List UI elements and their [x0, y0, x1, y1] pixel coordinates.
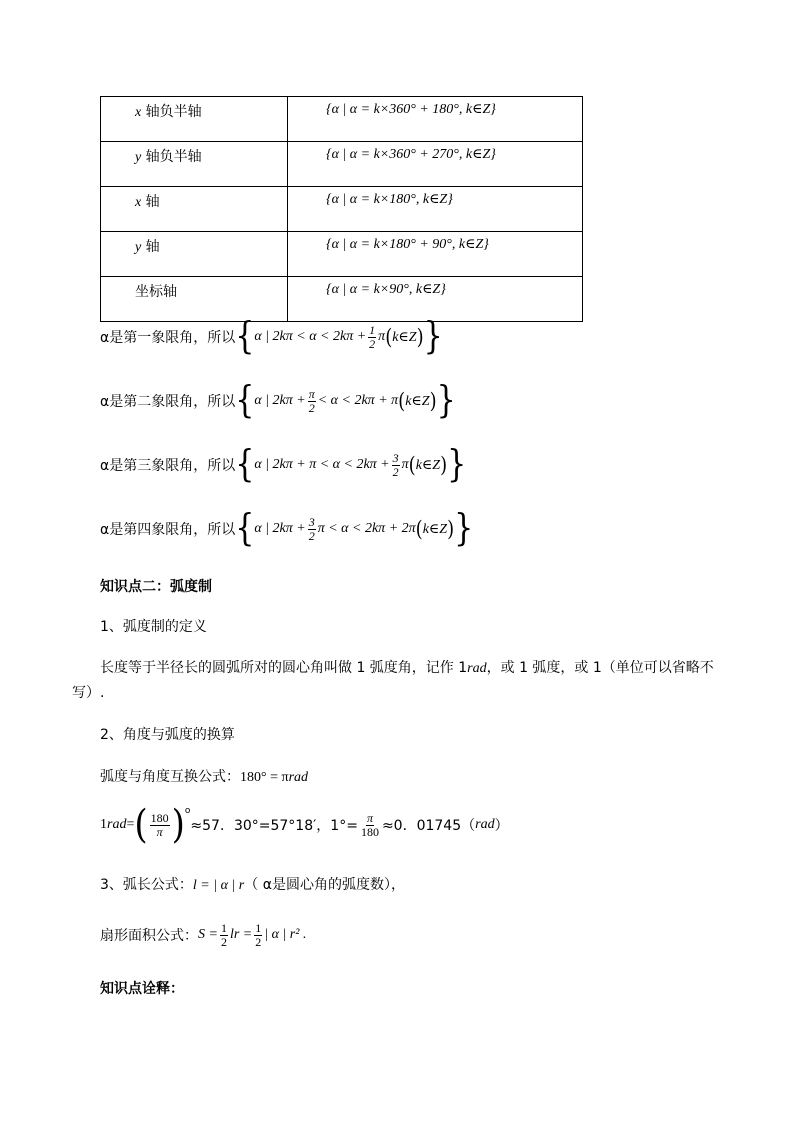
sector-label: 扇形面积公式：: [100, 928, 198, 945]
explanation-title: 知识点诠释：: [100, 981, 184, 997]
quadrant-line: α是第一象限角，所以 { α | 2kπ < α < 2kπ + $\frac{1}{2}$ π ( k∈Z ) }: [100, 314, 443, 359]
axis-label-cell: [101, 142, 288, 187]
quadrant-left: α | 2kπ < α < 2kπ +: [254, 329, 367, 344]
quadrant-left: α | 2kπ +: [254, 521, 306, 536]
rad-approx: ≈57．30°=57°18′，1°=: [190, 818, 358, 834]
quadrant-line: α是第三象限角，所以 { α | 2kπ + π < α < 2kπ + $\frac{3}{2}$ π ( k∈Z ) }: [100, 442, 467, 487]
sector-area-line: [100, 922, 306, 948]
quadrant-line: α是第二象限角，所以 { α | 2kπ + $\frac{\pi}{2}$ < α < 2kπ + π ( k∈Z ) }: [100, 378, 456, 423]
quadrant-right: < α < 2kπ + π: [317, 393, 399, 408]
angle-set-formula: {α | α = k×180°, k∈Z}: [326, 192, 453, 207]
arc-heading: 3、弧长公式：: [100, 877, 193, 893]
quadrant-condition: k∈Z: [422, 521, 448, 537]
table-row: [101, 142, 583, 187]
quadrant-prefix: α是第三象限角，所以: [100, 458, 236, 474]
quadrant-line: α是第四象限角，所以 { α | 2kπ + $\frac{3}{2}$ π < α < 2kπ + 2π ( k∈Z ) }: [100, 506, 474, 551]
quadrant-left: α | 2kπ + π < α < 2kπ +: [254, 457, 390, 472]
axis-label-cell: [101, 97, 288, 142]
quadrant-fraction: $\frac{\pi}{2}$: [308, 386, 315, 415]
axis-label-cell: [101, 187, 288, 232]
quadrant-right: π: [378, 329, 386, 344]
axis-variable: y: [135, 240, 142, 255]
quadrant-left: α | 2kπ +: [254, 393, 306, 408]
quadrant-condition: k∈Z: [392, 329, 417, 345]
degree-approx: ≈0．01745（: [381, 818, 476, 834]
table-row: [101, 97, 583, 142]
arc-length-line: [100, 874, 405, 894]
axis-label: 轴负半轴: [141, 149, 202, 165]
quadrant-prefix: α是第二象限角，所以: [100, 394, 236, 410]
conversion-formula-label: 弧度与角度互换公式：: [100, 769, 240, 785]
angle-set-formula: {α | α = k×360° + 270°, k∈Z}: [326, 147, 496, 162]
axis-label: 轴: [141, 194, 160, 210]
sector-alpha-r2: | α | r² .: [264, 927, 307, 943]
rad-unit-3: rad: [475, 817, 495, 832]
conversion-formula: 180° = π: [240, 770, 289, 785]
quadrant-prefix: α是第四象限角，所以: [100, 522, 236, 538]
definition-paragraph: [72, 656, 732, 705]
definition-text-b: ，或 1 弧度，或 1（单位可以省略不写）.: [72, 660, 714, 701]
quadrant-fraction: $\frac{3}{2}$: [392, 450, 399, 479]
quadrant-fraction: $\frac{3}{2}$: [308, 514, 315, 543]
axis-variable: x: [135, 195, 142, 210]
conversion-rad: rad: [288, 770, 309, 785]
fraction-one-half-b: $\frac{1}{2}$: [255, 921, 262, 949]
quadrant-condition: k∈Z: [405, 393, 430, 409]
rad-unit-2: rad: [107, 817, 127, 832]
quadrant-prefix: α是第一象限角，所以: [100, 330, 236, 346]
table-row: [101, 187, 583, 232]
fraction-one-half-a: $\frac{1}{2}$: [220, 921, 227, 949]
table-row: [101, 277, 583, 322]
axis-variable: y: [135, 150, 142, 165]
axis-label-cell: [101, 232, 288, 277]
arc-formula: l = | α | r: [192, 878, 245, 893]
definition-heading: 1、弧度制的定义: [100, 619, 207, 635]
angle-set-formula: {α | α = k×90°, k∈Z}: [326, 282, 446, 297]
angle-set-cell: [288, 187, 583, 232]
fraction-pi-over-180: $\frac{\pi}{180}$: [360, 810, 379, 839]
arc-note: （ α是圆心角的弧度数），: [244, 877, 405, 893]
rad-eq: =: [126, 817, 135, 832]
rad-one: 1: [100, 817, 107, 832]
section-title-radian: 知识点二：弧度制: [100, 579, 212, 595]
rad-unit: rad: [467, 661, 487, 676]
axis-label-cell: [101, 277, 288, 322]
fraction-180-over-pi: $\frac{180}{\pi}$: [150, 810, 169, 839]
axis-label: 轴负半轴: [141, 104, 202, 120]
quadrant-right: π: [401, 457, 409, 472]
quadrant-condition: k∈Z: [415, 457, 441, 473]
definition-text-a: 长度等于半径长的圆弧所对的圆心角叫做 1 弧度角，记作 1: [100, 660, 468, 676]
axis-variable: x: [135, 105, 142, 120]
conversion-formula-line: [100, 766, 308, 786]
angle-set-formula: {α | α = k×360° + 180°, k∈Z}: [326, 102, 496, 117]
angle-set-cell: [288, 97, 583, 142]
sector-lr: lr =: [229, 927, 253, 943]
axis-label: 轴: [141, 239, 160, 255]
table-row: [101, 232, 583, 277]
conversion-heading: 2、角度与弧度的换算: [100, 727, 235, 743]
angle-set-formula: {α | α = k×180° + 90°, k∈Z}: [326, 237, 489, 252]
axis-label: 坐标轴: [135, 284, 177, 300]
quadrant-right: π < α < 2kπ + 2π: [317, 521, 416, 536]
angle-set-cell: [288, 232, 583, 277]
angle-set-cell: [288, 142, 583, 187]
rad-value-line: 1 rad = ( $\frac{180}{\pi}$ ) o ≈57．30°=57°18′，1°= $\frac{\pi}{180}$ ≈0．01745（ rad ）: [100, 802, 509, 848]
quadrant-fraction: $\frac{1}{2}$: [369, 322, 376, 351]
axis-angle-table: [100, 96, 583, 322]
sector-s: S =: [198, 927, 218, 943]
